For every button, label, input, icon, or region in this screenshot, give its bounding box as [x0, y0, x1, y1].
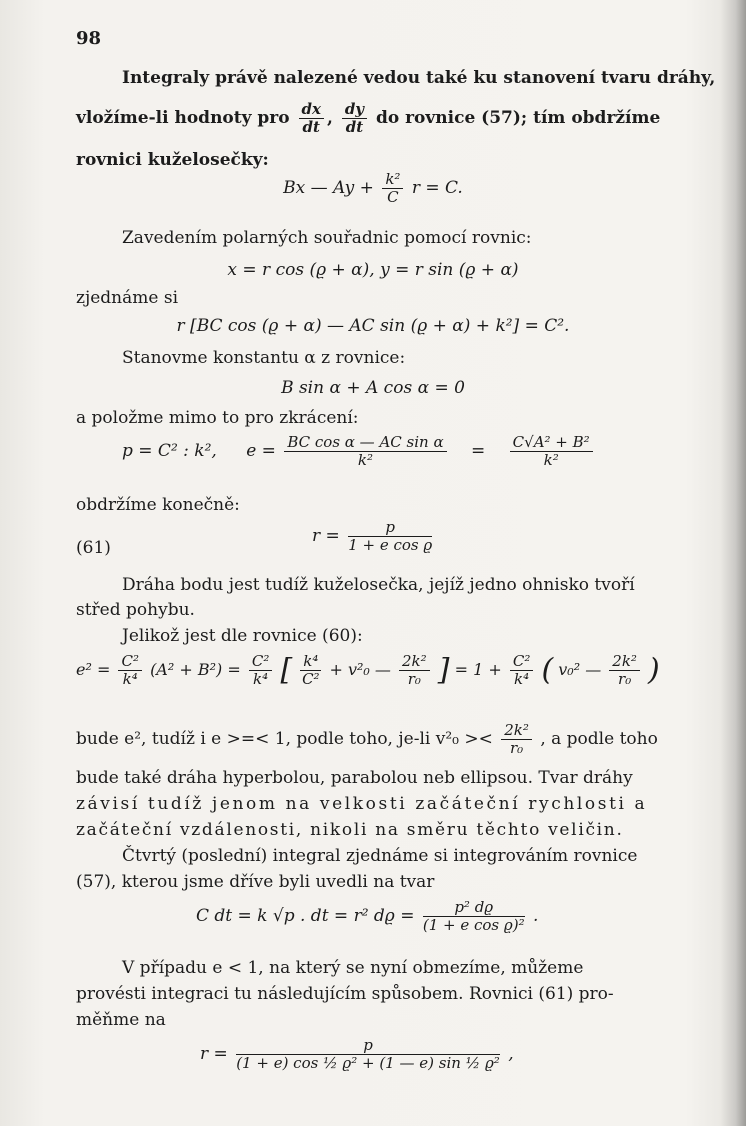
fraction-c2-k4 — [249, 654, 273, 687]
text: 1, podle toho, je-li v²₀ — [274, 729, 459, 749]
paragraph-10-line-1: bude také dráha hyperbolou, parabolou neb ellipsou. Tvar dráhy — [76, 768, 633, 788]
equation-p-and-e — [122, 435, 596, 468]
fraction-denominator: k⁴ — [122, 670, 138, 688]
equation-conic — [0, 172, 746, 205]
equation-part: + v²₀ — — [329, 660, 391, 679]
fraction-numerator: k⁴ — [300, 654, 321, 671]
text: vložíme-li hodnoty pro — [76, 108, 290, 128]
fraction-numerator: BC cos α — AC sin α — [284, 435, 446, 452]
fraction-numerator: 2k² — [399, 654, 430, 671]
paragraph-7-line-1: Dráha bodu jest tudíž kuželosečka, jejíž jedno ohnisko tvoří — [122, 575, 635, 595]
page-edge-shadow — [720, 0, 746, 1126]
paragraph-6: obdržíme konečně: — [76, 495, 240, 515]
equation-61 — [312, 520, 435, 553]
fraction-denominator: r₀ — [407, 670, 421, 688]
equation-part: C dt = k √p . dt = r² dϱ = — [196, 906, 415, 926]
equation-part: . — [533, 906, 539, 926]
fraction-denominator: (1 + e) cos ½ ϱ² + (1 — e) sin ½ ϱ² — [236, 1054, 500, 1072]
paragraph-3: zjednáme si — [76, 288, 178, 308]
fraction-denominator: r₀ — [510, 739, 524, 757]
fraction-orbit — [348, 520, 432, 553]
fraction-denominator: C — [387, 188, 399, 206]
paragraph-10-line-2: závisí tudíž jenom na velkosti začáteční rychlosti a — [76, 794, 648, 814]
inequality-symbol: >=< — [226, 729, 270, 749]
fraction-denominator: (1 + e cos ϱ)² — [422, 916, 525, 934]
text: do rovnice (57); tím obdržíme — [375, 108, 661, 128]
equation-area-integral — [196, 900, 538, 933]
equation-polar-substituted: r [BC cos (ϱ + α) — AC sin (ϱ + α) + k²] = C². — [176, 316, 570, 336]
fraction-numerator: C² — [510, 654, 534, 671]
equation-part: r = — [200, 1044, 228, 1064]
paragraph-1-line-1: Integraly právě nalezené vedou také ku stanovení tvaru dráhy, — [122, 68, 716, 88]
fraction-denominator: C² — [302, 670, 320, 688]
paragraph-1-line-2: vložíme-li hodnoty pro $\frac{dx}{dt}$ , $\frac{dy}{dt}$ do rovnice (57); tím obdržíme — [76, 100, 661, 136]
fraction-area — [423, 900, 525, 933]
fraction-dx-dt — [299, 102, 324, 135]
equation-part: e = — [246, 441, 276, 461]
equation-part: e² = — [76, 660, 111, 679]
fraction-2k2-r0 — [609, 654, 640, 687]
fraction-denominator: dt — [345, 118, 364, 136]
paragraph-2: Zavedením polarných souřadnic pomocí rovnic: — [122, 228, 532, 248]
paren-open: ( — [541, 652, 554, 688]
bracket-open: [ — [280, 652, 293, 688]
fraction-numerator: dx — [299, 102, 324, 119]
inequality-symbol: >< — [464, 729, 493, 749]
paragraph-10-line-3: začáteční vzdálenosti, nikoli na směru těchto veličin. — [76, 820, 624, 840]
fraction-c2-k4 — [510, 654, 534, 687]
equation-61-label: (61) — [76, 538, 111, 558]
text: , a podle toho — [540, 729, 658, 749]
fraction-2k2-r0 — [501, 723, 532, 756]
fraction-e-1 — [284, 435, 446, 468]
equation-part: = — [471, 441, 486, 461]
paragraph-4: Stanovme konstantu α z rovnice: — [122, 348, 406, 368]
paragraph-8: Jelikož jest dle rovnice (60): — [122, 626, 363, 646]
fraction-numerator: 2k² — [609, 654, 640, 671]
paragraph-11-line-2: (57), kterou jsme dříve byli uvedli na tvar — [76, 872, 435, 892]
equation-e-squared — [76, 654, 660, 687]
equation-part: p = C² : k², — [122, 441, 217, 461]
fraction-dy-dt — [342, 102, 367, 135]
fraction-denominator: k² — [357, 451, 374, 469]
fraction-numerator: k² — [382, 172, 403, 189]
paragraph-12-line-1: V případu e < 1, na který se nyní obmezíme, můžeme — [122, 958, 584, 978]
paragraph-7-line-2: střed pohybu. — [76, 600, 195, 620]
fraction-denominator: dt — [302, 118, 320, 136]
paragraph-1-line-3: rovnici kuželosečky: — [76, 150, 269, 170]
fraction-denominator: 1 + e cos ϱ — [348, 536, 433, 554]
equation-part: r = — [312, 526, 340, 546]
fraction-denominator: k⁴ — [514, 670, 530, 688]
fraction-c2-k4 — [118, 654, 142, 687]
fraction-k4-c2 — [300, 654, 321, 687]
paragraph-12-line-2: provésti integraci tu následujícím spůsobem. Rovnici (61) pro- — [76, 984, 614, 1004]
fraction-numerator: 2k² — [501, 723, 532, 740]
paragraph-9 — [76, 723, 658, 756]
page-number: 98 — [76, 28, 102, 49]
equation-polar: x = r cos (ϱ + α), y = r sin (ϱ + α) — [227, 260, 519, 280]
equation-part: (A² + B²) = — [150, 660, 241, 679]
equation-constant-alpha: B sin α + A cos α = 0 — [281, 378, 465, 398]
fraction-numerator: p — [236, 1038, 500, 1055]
equation-part: v₀² — — [558, 660, 602, 679]
fraction-2k2-r0 — [399, 654, 430, 687]
fraction-denominator: k² — [543, 451, 559, 469]
paragraph-5: a položme mimo to pro zkrácení: — [76, 408, 359, 428]
fraction-numerator: p² dϱ — [423, 900, 525, 917]
equation-part: r = C. — [411, 178, 463, 198]
equation-part: , — [508, 1044, 514, 1064]
fraction-numerator: C² — [249, 654, 273, 671]
fraction-numerator: C√A² + B² — [510, 435, 593, 452]
fraction-denominator: k⁴ — [253, 670, 269, 688]
paragraph-12-line-3: měňme na — [76, 1010, 166, 1030]
fraction-k2-c — [382, 172, 403, 205]
equation-part: = 1 + — [454, 660, 502, 679]
paren-close: ) — [648, 652, 660, 688]
fraction-numerator: C² — [118, 654, 142, 671]
bracket-close: ] — [437, 652, 450, 688]
fraction-transformed — [236, 1038, 500, 1071]
text: bude e², tudíž i e — [76, 729, 222, 749]
equation-part: Bx — Ay + — [283, 178, 374, 198]
paragraph-11-line-1: Čtvrtý (poslední) integral zjednáme si integrováním rovnice — [122, 846, 638, 866]
equation-transformed — [200, 1038, 514, 1071]
fraction-e-2 — [510, 435, 593, 468]
fraction-denominator: r₀ — [618, 670, 632, 688]
fraction-numerator: dy — [342, 102, 367, 119]
fraction-numerator: p — [348, 520, 432, 537]
